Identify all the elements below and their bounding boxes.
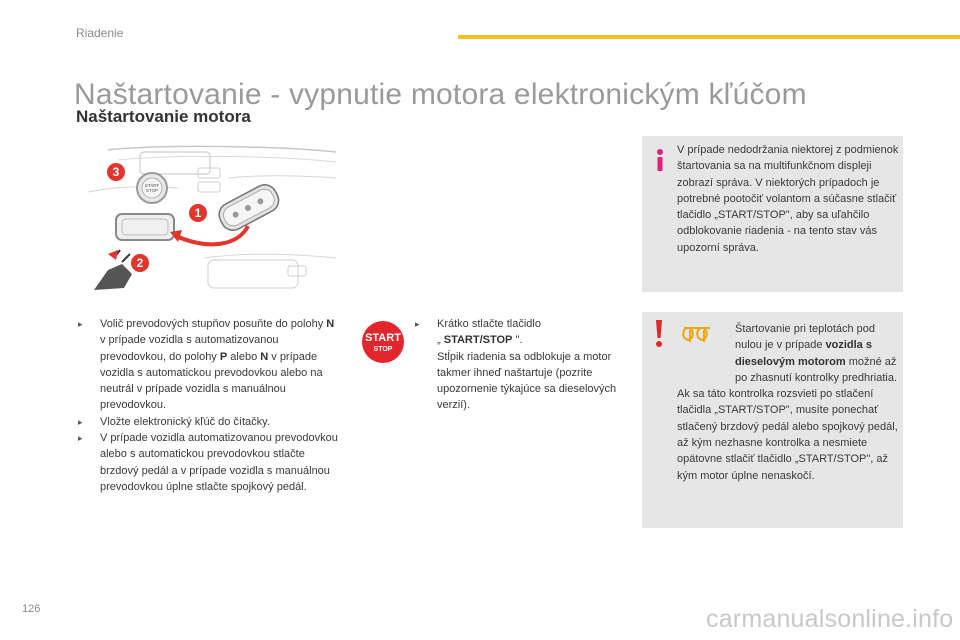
list-item: ▸ V prípade vozidla automatizovanou prevodovkou alebo s automatickou prevodovkou stlačte brzdový pedál a v prípade vozidla s manuálnou prevodovkou úplne stlačte spojkový pedál. bbox=[78, 432, 338, 493]
section-label: Riadenie bbox=[76, 26, 124, 40]
warning-exclamation-icon bbox=[654, 320, 664, 348]
svg-text:3: 3 bbox=[112, 165, 120, 179]
electronic-key bbox=[215, 181, 283, 235]
info-panel-text: V prípade nedodržania niektorej z podmienok štartovania sa na multifunkčnom displeji zobrazí správa. V niektorých prípadoch je potrebné pootočiť volantom a súčasne stlačiť tlačidlo „START/STOP", aby sa uľahčilo odblokovanie riadenia - na tento stav vás upozorní správa. bbox=[677, 144, 899, 254]
start-button-label-top: START bbox=[144, 183, 160, 188]
bullet-marker-icon: ▸ bbox=[78, 416, 83, 427]
list-item: ▸ Vložte elektronický kľúč do čítačky. bbox=[78, 414, 340, 430]
bullet-marker-icon: ▸ bbox=[415, 319, 420, 329]
info-panel bbox=[642, 136, 903, 292]
svg-text:STOP: STOP bbox=[373, 346, 393, 353]
warning-panel bbox=[642, 312, 903, 528]
page-title: Naštartovanie - vypnutie motora elektronickým kľúčom bbox=[74, 78, 807, 112]
key-reader-slot bbox=[116, 214, 174, 240]
start-button-label-bottom: STOP bbox=[145, 188, 159, 193]
warning-panel-text: Štartovanie pri teplotách pod nulou je v prípade vozidla s dieselovým motorom možné až po zhasnutí kontrolky predhriatia. Ak sa táto kontrolka rozsvieti po stlačení tlačidla „START/STOP", musíte ponechať stlačený brzdový pedál alebo spojkový pedál, až kým nezhasne kontrolka a nesmiete opätovne stlačiť tlačidlo „START/STOP", až kým motor úplne nenaskočí. bbox=[677, 323, 898, 482]
start-stop-icon bbox=[361, 320, 405, 364]
instructions-middle-column bbox=[415, 316, 620, 414]
start-procedure-illustration bbox=[78, 142, 338, 302]
info-icon bbox=[652, 148, 668, 172]
list-item: ▸ Volič prevodových stupňov posuňte do polohy N v prípade vozidla s automatizovanou prevodovkou, do polohy P alebo N v prípade vozidla s automatickou prevodovkou alebo na neutrál v prípade vozidla s manuálnou prevodovkou. bbox=[78, 318, 335, 412]
subheading: Naštartovanie motora bbox=[76, 107, 251, 126]
watermark: carmanualsonline.info bbox=[706, 605, 954, 633]
instructions-left-column bbox=[78, 316, 340, 495]
svg-text:START: START bbox=[365, 332, 401, 344]
foot-pressing-pedal bbox=[94, 264, 132, 290]
svg-text:2: 2 bbox=[136, 256, 144, 270]
list-item: ▸ Krátko stlačte tlačidlo „ START/STOP ". Stĺpik riadenia sa odblokuje a motor takmer ihneď naštartuje (pozrite upozornenie týkajúce sa dieselových verzií). bbox=[415, 318, 617, 412]
section-accent-bar bbox=[458, 35, 960, 39]
bullet-marker-icon: ▸ bbox=[78, 433, 83, 444]
dashboard-outline bbox=[108, 146, 336, 152]
svg-text:1: 1 bbox=[194, 206, 202, 220]
bullet-marker-icon: ▸ bbox=[78, 319, 83, 329]
page-number: 126 bbox=[22, 603, 41, 615]
